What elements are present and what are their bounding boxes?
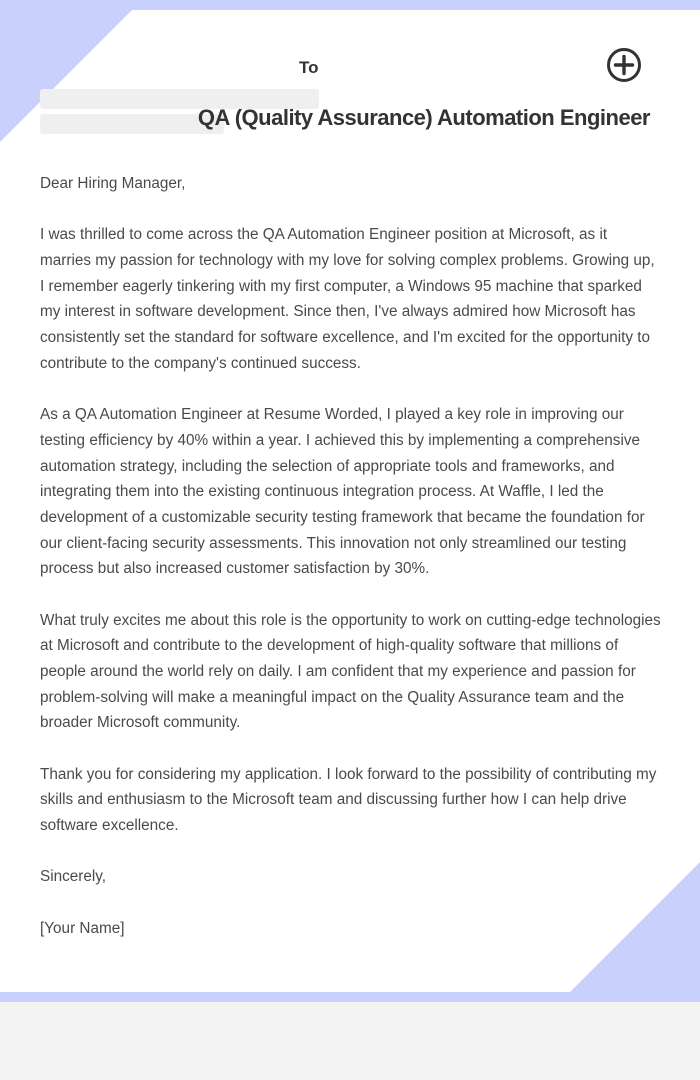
salutation: Dear Hiring Manager, <box>40 175 186 192</box>
recipient-placeholder-line-2 <box>40 114 224 134</box>
letter-paragraph: As a QA Automation Engineer at Resume Worded, I played a key role in improving our testing efficiency by 40% within a year. I achieved this by implementing a comprehensive automation strategy, including the selection of appropriate tools and frameworks, and integrating them into the existing continuous integration process. At Waffle, I led the development of a customizable security testing framework that became the foundation for our client-facing security assessments. This innovation not only streamlined our testing process but also increased customer satisfaction by 30%. <box>40 406 645 578</box>
top-accent-band <box>0 0 700 10</box>
job-title: QA (Quality Assurance) Automation Engineer <box>197 105 650 130</box>
letter-paragraph: I was thrilled to come across the QA Automation Engineer position at Microsoft, as it marries my passion for technology with my love for solving complex problems. Growing up, I remember eagerly tinkering with my first computer, a Windows 95 machine that sparked my interest in software development. Since then, I've always admired how Microsoft has consistently set the standard for software excellence, and I'm excited for the opportunity to contribute to the company's continued success. <box>40 226 655 372</box>
letter-paragraph: What truly excites me about this role is the opportunity to work on cutting-edge technologies at Microsoft and contribute to the development of high-quality software that millions of people around the world rely on daily. I am confident that my experience and passion for problem-solving will make a meaningful impact on the Quality Assurance team and the broader Microsoft community. <box>40 611 661 732</box>
plus-circle-icon[interactable] <box>606 47 642 83</box>
cover-letter-card <box>0 10 700 992</box>
letter-paragraph: Thank you for considering my application. I look forward to the possibility of contributing my skills and enthusiasm to the Microsoft team and discussing further how I can help drive software excellence. <box>40 765 657 835</box>
letter-body <box>40 171 662 941</box>
signature: [Your Name] <box>40 919 125 937</box>
closing: Sincerely, <box>40 868 107 886</box>
recipient-label: To <box>299 58 319 77</box>
